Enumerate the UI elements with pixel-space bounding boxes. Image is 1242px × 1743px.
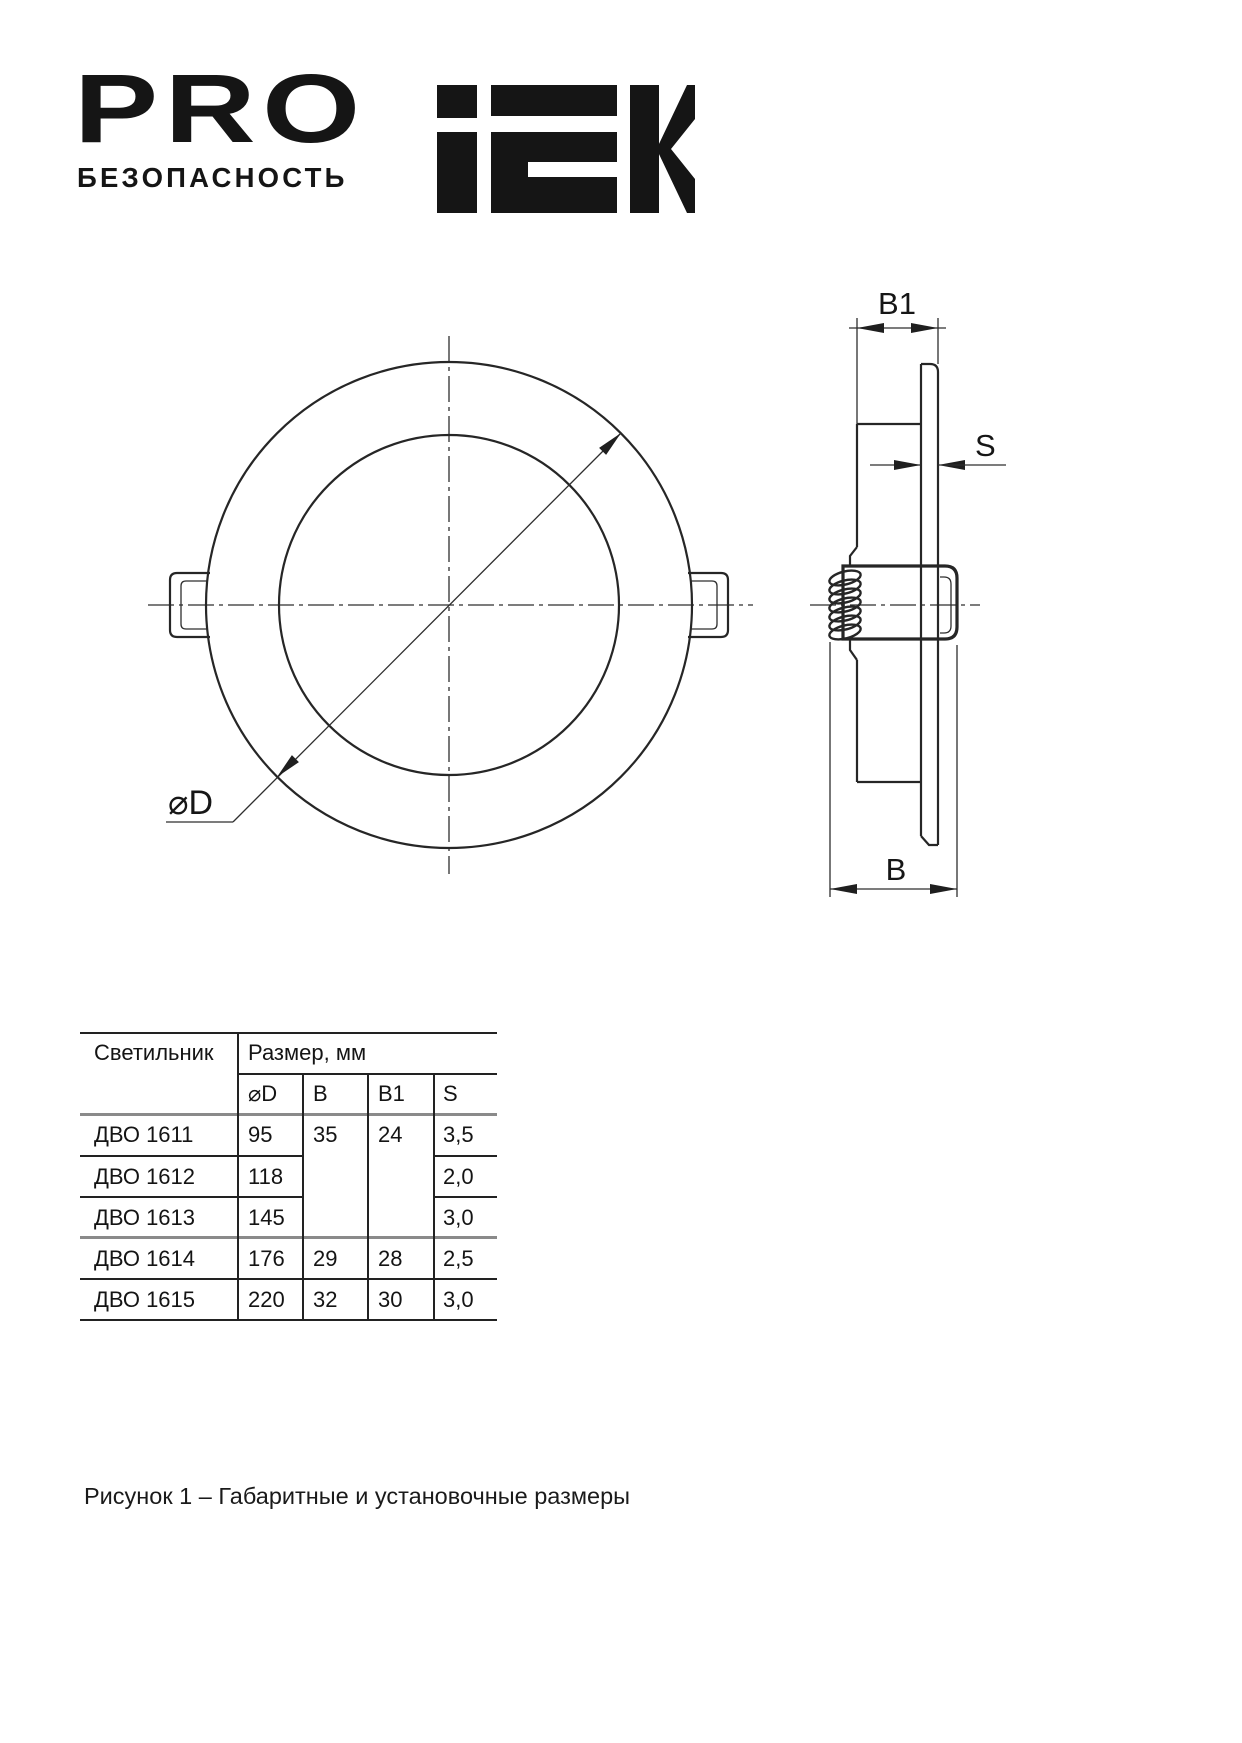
iek-i-stem [437,132,477,213]
table-row-model: ДВО 1611 [94,1122,194,1147]
table-row-model: ДВО 1614 [94,1246,196,1271]
side-view [810,286,1006,897]
flange-top [921,364,938,372]
table-rule [80,1032,497,1034]
iek-k-chevron [658,85,695,213]
table-row-s: 3,0 [443,1287,474,1312]
iek-k-stem [630,85,659,213]
front-view [148,336,753,874]
table-rule [433,1073,435,1320]
b-arrow-left [830,884,857,894]
flange-bottom-chamfer [921,836,938,845]
iek-i-dot [437,85,477,118]
pro-logo-subtitle: БЕЗОПАСНОСТЬ [77,162,348,193]
pro-logo-text: PRO [74,54,367,163]
table-row-s: 3,5 [443,1122,474,1147]
table-rule [80,1155,302,1157]
table-row-b1: 24 [378,1122,403,1147]
table-row-d: 176 [248,1246,285,1271]
table-row-model: ДВО 1612 [94,1164,196,1189]
s-arrow-left [894,460,921,470]
body-upper-tab [850,547,857,566]
figure-caption: Рисунок 1 – Габаритные и установочные размеры [84,1483,631,1509]
table-row-s: 3,0 [443,1205,474,1230]
b1-label: B1 [878,286,916,321]
iek-e-top-bar [491,85,617,116]
body-lower-tab [850,639,857,660]
table-row-b: 29 [313,1246,338,1271]
table-row-b: 35 [313,1122,338,1147]
b-label: B [885,852,907,887]
table-row-d: 95 [248,1122,273,1147]
table-row-d: 118 [248,1164,284,1189]
table-rule [237,1032,239,1320]
table-rule [367,1073,369,1320]
table-header-luminaire: Светильник [94,1040,214,1065]
table-header-size-group: Размер, мм [248,1040,367,1065]
s-label: S [975,428,996,463]
table-row-b1: 30 [378,1287,403,1312]
table-row-b: 32 [313,1287,338,1312]
table-row-d: 145 [248,1205,285,1230]
diameter-label: ⌀D [168,784,214,822]
iek-e-notch [528,162,617,177]
table-row-s: 2,5 [443,1246,474,1271]
table-rule [80,1196,302,1198]
table-subheader-d: ⌀D [248,1081,278,1106]
table-row-model: ДВО 1615 [94,1287,196,1312]
iek-logo [437,85,695,213]
table-rule [433,1155,497,1157]
table-subheader-b: B [313,1081,328,1106]
table-rule [433,1196,497,1198]
table-row-d: 220 [248,1287,285,1312]
table-row-b1: 28 [378,1246,403,1271]
b-arrow-right [930,884,957,894]
table-subheader-b1: B1 [378,1081,405,1106]
table-row-s: 2,0 [443,1164,474,1189]
table-row-model: ДВО 1613 [94,1205,196,1230]
table-rule [302,1073,304,1320]
b1-arrow-left [857,323,884,333]
b1-arrow-right [911,323,938,333]
table-subheader-s: S [443,1081,458,1106]
